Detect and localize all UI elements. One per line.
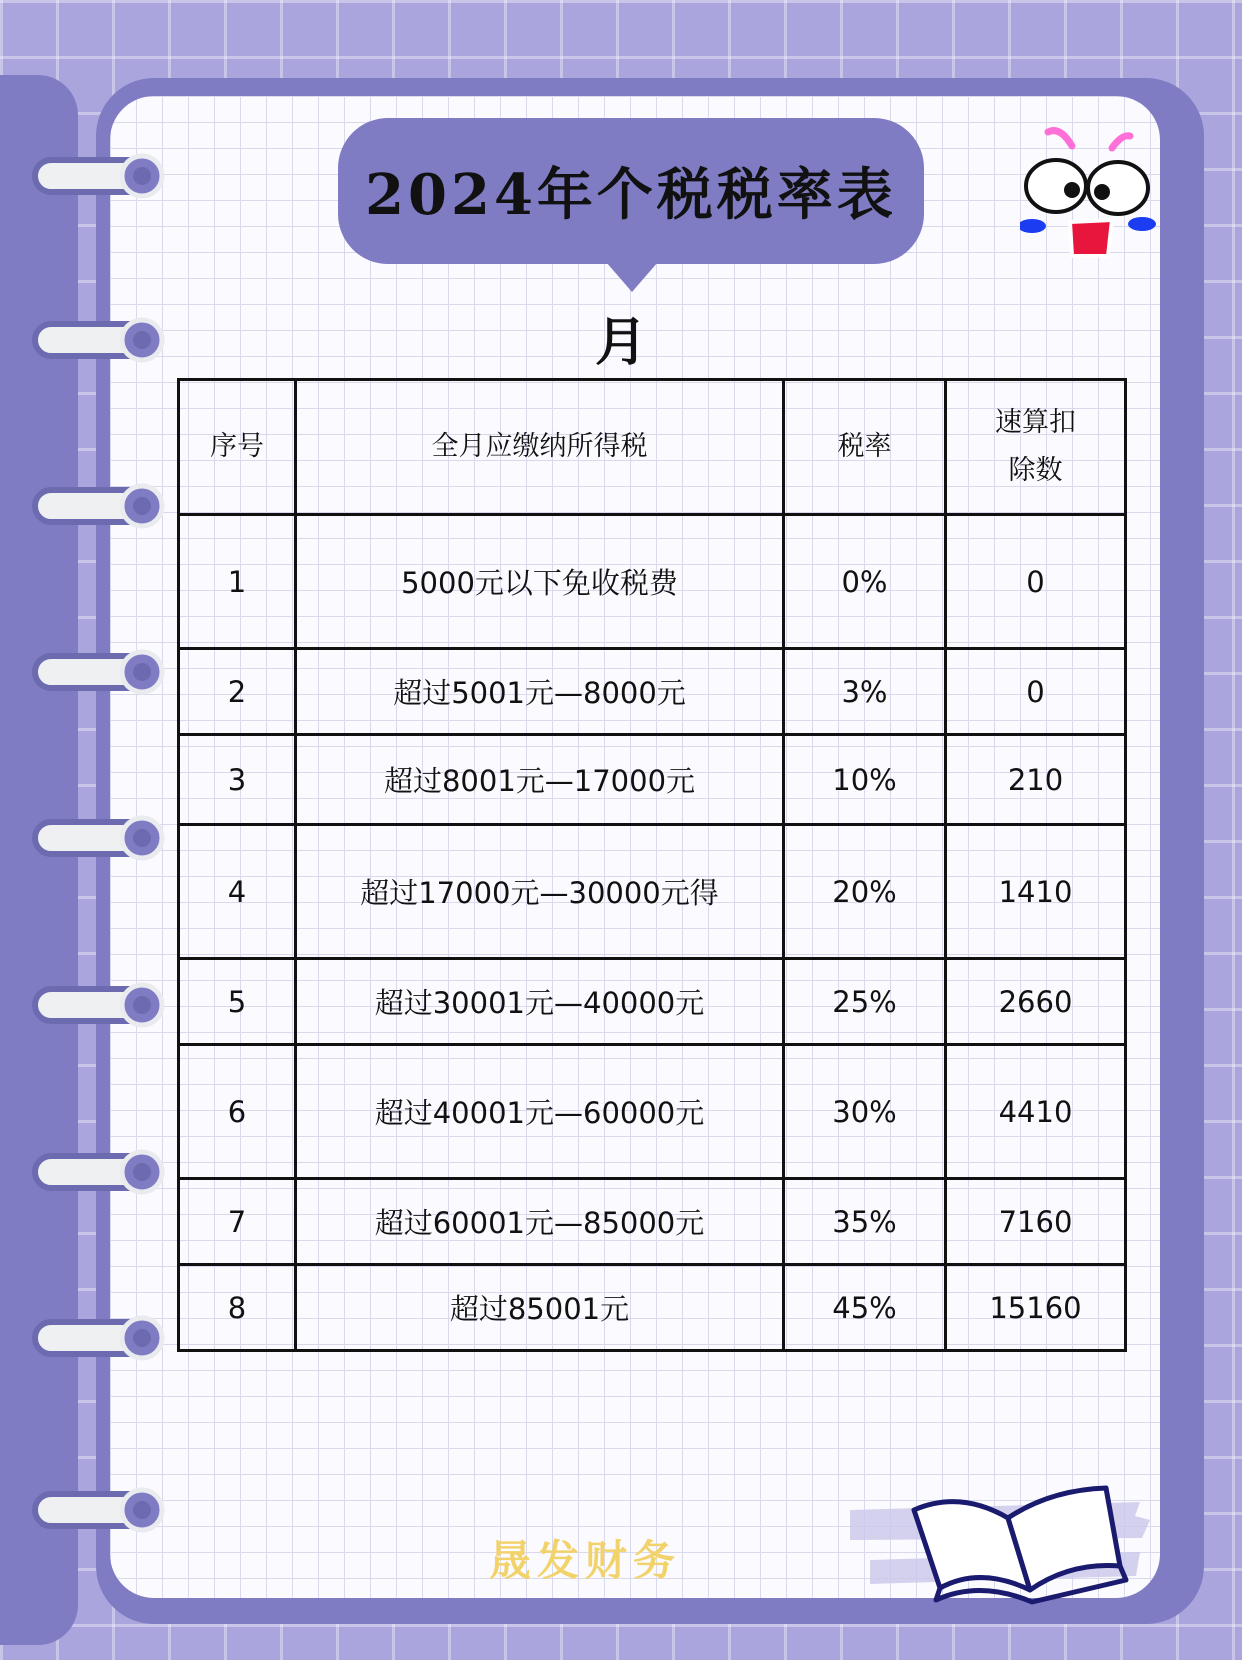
cell-tax-rate: 0% [784, 515, 946, 649]
cell-index: 1 [179, 515, 296, 649]
cell-index: 8 [179, 1265, 296, 1351]
tax-rate-table [177, 378, 1127, 1352]
table-row [179, 1045, 1126, 1179]
cell-index: 3 [179, 735, 296, 825]
cell-income-range: 超过85001元 [296, 1265, 784, 1351]
cell-tax-rate: 45% [784, 1265, 946, 1351]
binder-ring-icon [32, 482, 167, 530]
cell-income-range: 5000元以下免收税费 [296, 515, 784, 649]
cell-index: 2 [179, 649, 296, 735]
table-row [179, 1179, 1126, 1265]
binder-ring-icon [32, 1314, 167, 1362]
cell-income-range: 超过17000元—30000元得 [296, 825, 784, 959]
cell-index: 5 [179, 959, 296, 1045]
header-tax-rate: 税率 [784, 380, 946, 515]
cell-quick-deduction: 7160 [946, 1179, 1126, 1265]
cell-index: 4 [179, 825, 296, 959]
cell-income-range: 超过5001元—8000元 [296, 649, 784, 735]
binder-ring-icon [32, 1486, 167, 1534]
surprised-face-icon [1020, 118, 1170, 268]
page-title: 2024年个税税率表 [365, 162, 897, 228]
binder-ring-icon [32, 648, 167, 696]
cell-quick-deduction: 2660 [946, 959, 1126, 1045]
binder-ring-icon [32, 814, 167, 862]
binder-ring-icon [32, 152, 167, 200]
table-row [179, 649, 1126, 735]
cell-income-range: 超过60001元—85000元 [296, 1179, 784, 1265]
cell-tax-rate: 30% [784, 1045, 946, 1179]
table-row [179, 1265, 1126, 1351]
cell-quick-deduction: 0 [946, 515, 1126, 649]
table-row [179, 959, 1126, 1045]
table-header-row [179, 380, 1126, 515]
header-index: 序号 [179, 380, 296, 515]
cell-tax-rate: 20% [784, 825, 946, 959]
cell-income-range: 超过30001元—40000元 [296, 959, 784, 1045]
cell-quick-deduction: 4410 [946, 1045, 1126, 1179]
cell-quick-deduction: 1410 [946, 825, 1126, 959]
period-label: 月 [594, 312, 647, 373]
table-row [179, 515, 1126, 649]
table-row [179, 825, 1126, 959]
table-row [179, 735, 1126, 825]
binder-ring-icon [32, 1148, 167, 1196]
cell-quick-deduction: 0 [946, 649, 1126, 735]
cell-tax-rate: 25% [784, 959, 946, 1045]
cell-index: 6 [179, 1045, 296, 1179]
cell-quick-deduction: 210 [946, 735, 1126, 825]
binder-ring-icon [32, 981, 167, 1029]
header-quick-deduction: 速算扣 除数 [946, 380, 1126, 515]
title-bubble [338, 118, 924, 264]
cell-tax-rate: 35% [784, 1179, 946, 1265]
cell-tax-rate: 10% [784, 735, 946, 825]
cell-income-range: 超过8001元—17000元 [296, 735, 784, 825]
cell-income-range: 超过40001元—60000元 [296, 1045, 784, 1179]
cell-index: 7 [179, 1179, 296, 1265]
cell-tax-rate: 3% [784, 649, 946, 735]
brand-watermark: 晟发财务 [488, 1536, 681, 1585]
header-income-range: 全月应缴纳所得税 [296, 380, 784, 515]
cell-quick-deduction: 15160 [946, 1265, 1126, 1351]
